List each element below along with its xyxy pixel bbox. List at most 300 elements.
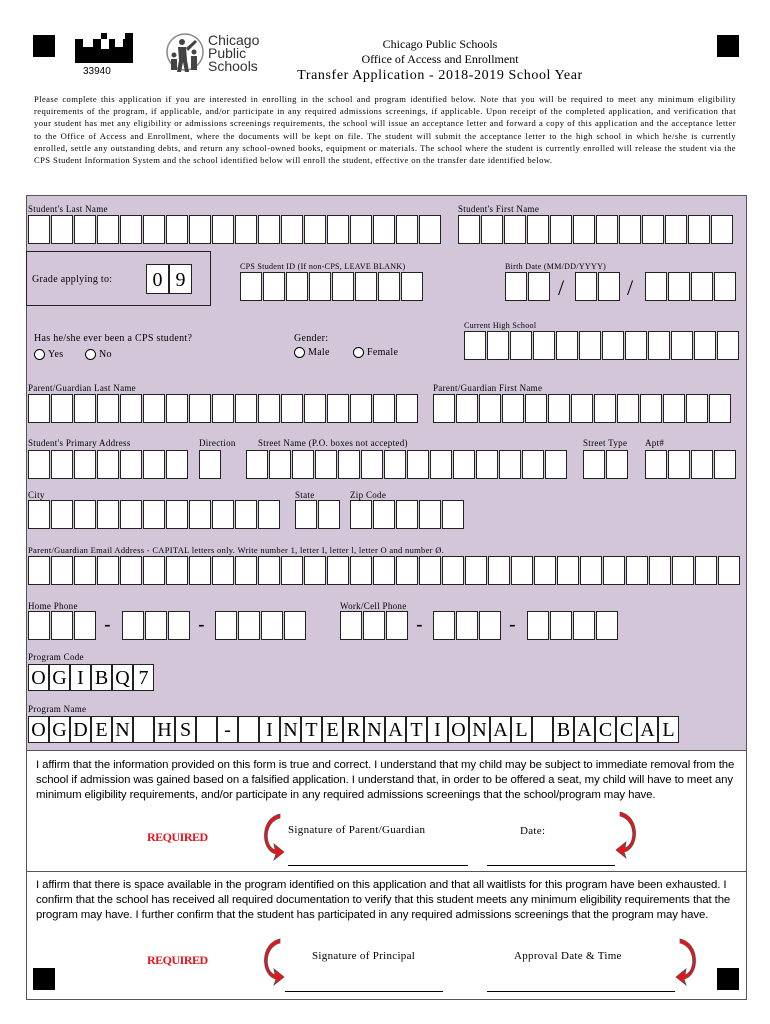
- zip-input[interactable]: [350, 500, 465, 529]
- no-label: No: [99, 349, 112, 360]
- program-character-cell: G: [49, 716, 70, 743]
- character-cell[interactable]: [695, 556, 717, 585]
- character-cell[interactable]: [51, 450, 73, 479]
- org-name: Chicago Public Schools: [382, 37, 498, 51]
- character-cell[interactable]: [671, 331, 693, 360]
- home-line-input[interactable]: [215, 611, 307, 640]
- character-cell[interactable]: [668, 450, 690, 479]
- program-code-input[interactable]: [28, 664, 154, 691]
- apt-label: Apt#: [645, 438, 665, 448]
- street-type-label: Street Type: [583, 438, 628, 448]
- character-cell[interactable]: [442, 556, 464, 585]
- character-cell[interactable]: [51, 215, 73, 244]
- character-cell[interactable]: [74, 611, 96, 640]
- character-cell[interactable]: [373, 215, 395, 244]
- program-character-cell: N: [469, 716, 490, 743]
- apt-input[interactable]: [645, 450, 737, 479]
- character-cell[interactable]: [304, 215, 326, 244]
- character-cell[interactable]: [315, 450, 337, 479]
- character-cell[interactable]: [235, 215, 257, 244]
- character-cell[interactable]: [281, 215, 303, 244]
- character-cell[interactable]: [396, 215, 418, 244]
- character-cell[interactable]: [166, 215, 188, 244]
- character-cell[interactable]: [51, 500, 73, 529]
- cell-line-input[interactable]: [527, 611, 619, 640]
- character-cell[interactable]: [143, 394, 165, 423]
- program-character-cell: T: [301, 716, 322, 743]
- home-prefix-input[interactable]: [122, 611, 191, 640]
- character-cell[interactable]: [373, 556, 395, 585]
- character-cell[interactable]: [663, 394, 685, 423]
- character-cell[interactable]: [594, 394, 616, 423]
- character-cell[interactable]: [691, 272, 713, 301]
- character-cell[interactable]: [583, 450, 605, 479]
- character-cell[interactable]: [709, 394, 731, 423]
- program-character-cell: H: [154, 716, 175, 743]
- character-cell[interactable]: [476, 450, 498, 479]
- registration-mark-top-right: [717, 35, 739, 57]
- character-cell[interactable]: [502, 394, 524, 423]
- program-character-cell: [238, 716, 259, 743]
- cps-no-option[interactable]: [85, 349, 112, 360]
- program-character-cell: N: [280, 716, 301, 743]
- character-cell[interactable]: [51, 394, 73, 423]
- radio-female[interactable]: [353, 347, 364, 358]
- program-character-cell: D: [70, 716, 91, 743]
- program-character-cell: -: [217, 716, 238, 743]
- character-cell[interactable]: [199, 450, 221, 479]
- cps-logo-icon: [165, 30, 205, 75]
- character-cell[interactable]: [433, 394, 455, 423]
- character-cell[interactable]: [212, 500, 234, 529]
- program-character-cell: Q: [112, 664, 133, 691]
- parent-signature-label: Signature of Parent/Guardian: [288, 824, 426, 836]
- cps-id-input[interactable]: [240, 272, 424, 301]
- character-cell[interactable]: [528, 272, 550, 301]
- character-cell[interactable]: [575, 272, 597, 301]
- character-cell[interactable]: [694, 331, 716, 360]
- character-cell[interactable]: [511, 556, 533, 585]
- program-character-cell: A: [490, 716, 511, 743]
- character-cell[interactable]: [688, 215, 710, 244]
- character-cell[interactable]: [525, 394, 547, 423]
- intro-paragraph: Please complete this application if you are interested in enrolling in the school and program identified below. Note that you will be required to meet any minimum eligibility requirements of the program, if applicable, and/or participate in any required admissions screenings, if applicable. Upon receipt of the completed application, and verification that your student has met any eligibility or admissions screenings requirements, the school will issue an acceptance letter and forward a copy of this application and the acceptance letter to the Office of Access and Enrollment, where the documents will be kept on file. The student will submit the acceptance letter to the high school in which he/she is currently enrolled, settle any outstanding debts, and return any school-owned books, equipment or materials. The school where the student is currently enrolled will release the student via the CPS Student Information System and the school identified below will enroll the student, effective on the transfer date identified below.: [34, 94, 736, 166]
- character-cell[interactable]: [258, 500, 280, 529]
- character-cell[interactable]: [304, 394, 326, 423]
- character-cell[interactable]: [533, 331, 555, 360]
- character-cell[interactable]: [396, 556, 418, 585]
- phone-dash: -: [104, 614, 111, 636]
- home-area-code-input[interactable]: [28, 611, 97, 640]
- character-cell[interactable]: [28, 394, 50, 423]
- character-cell[interactable]: [292, 450, 314, 479]
- character-cell[interactable]: [295, 500, 317, 529]
- parent-signature-line[interactable]: [288, 865, 468, 866]
- character-cell[interactable]: [527, 611, 549, 640]
- character-cell[interactable]: [645, 272, 667, 301]
- character-cell[interactable]: [487, 331, 509, 360]
- cell-area-code-input[interactable]: [340, 611, 409, 640]
- direction-label: Direction: [199, 438, 236, 448]
- character-cell[interactable]: [384, 450, 406, 479]
- character-cell[interactable]: [143, 450, 165, 479]
- character-cell[interactable]: [28, 500, 50, 529]
- character-cell[interactable]: [263, 272, 285, 301]
- student-last-name-label: Student's Last Name: [28, 204, 108, 214]
- city-label: City: [28, 490, 45, 500]
- character-cell[interactable]: [327, 556, 349, 585]
- character-cell[interactable]: [580, 556, 602, 585]
- character-cell[interactable]: [284, 611, 306, 640]
- character-cell[interactable]: [215, 611, 237, 640]
- street-type-input[interactable]: [583, 450, 629, 479]
- character-cell[interactable]: [522, 450, 544, 479]
- character-cell[interactable]: [602, 331, 624, 360]
- form-title: Transfer Application - 2018-2019 School Year: [297, 68, 583, 83]
- character-cell[interactable]: [258, 215, 280, 244]
- character-cell[interactable]: [74, 500, 96, 529]
- character-cell[interactable]: [714, 272, 736, 301]
- character-cell[interactable]: [235, 556, 257, 585]
- character-cell[interactable]: [396, 394, 418, 423]
- character-cell[interactable]: [281, 556, 303, 585]
- character-cell[interactable]: [327, 215, 349, 244]
- character-cell[interactable]: [240, 272, 262, 301]
- character-cell[interactable]: [246, 450, 268, 479]
- student-last-name-input[interactable]: [28, 215, 442, 244]
- zip-label: Zip Code: [350, 490, 387, 500]
- character-cell[interactable]: [97, 215, 119, 244]
- character-cell[interactable]: [458, 215, 480, 244]
- character-cell[interactable]: [168, 611, 190, 640]
- character-cell[interactable]: [97, 450, 119, 479]
- character-cell[interactable]: [235, 500, 257, 529]
- character-cell[interactable]: [396, 500, 418, 529]
- character-cell[interactable]: [665, 215, 687, 244]
- principal-required-label: REQUIRED: [147, 953, 208, 967]
- character-cell[interactable]: [442, 500, 464, 529]
- radio-no[interactable]: [85, 349, 96, 360]
- cps-before-label: Has he/she ever been a CPS student?: [34, 333, 193, 344]
- program-code-label: Program Code: [28, 652, 84, 662]
- character-cell[interactable]: [258, 556, 280, 585]
- character-cell[interactable]: [672, 556, 694, 585]
- character-cell[interactable]: [606, 450, 628, 479]
- character-cell[interactable]: [97, 556, 119, 585]
- principal-signature-line[interactable]: [285, 991, 443, 992]
- character-cell[interactable]: [74, 556, 96, 585]
- email-input[interactable]: [28, 556, 741, 585]
- character-cell[interactable]: [686, 394, 708, 423]
- character-cell[interactable]: [28, 556, 50, 585]
- program-character-cell: G: [49, 664, 70, 691]
- character-cell[interactable]: [617, 394, 639, 423]
- character-cell[interactable]: [97, 394, 119, 423]
- approval-date-label: Approval Date & Time: [514, 950, 622, 962]
- character-cell[interactable]: [350, 394, 372, 423]
- character-cell[interactable]: [166, 556, 188, 585]
- birth-year-input[interactable]: [645, 272, 737, 301]
- character-cell[interactable]: [258, 394, 280, 423]
- program-character-cell: I: [70, 664, 91, 691]
- character-cell[interactable]: [488, 556, 510, 585]
- character-cell[interactable]: [557, 556, 579, 585]
- character-cell[interactable]: [649, 556, 671, 585]
- character-cell[interactable]: [456, 394, 478, 423]
- character-cell[interactable]: [378, 272, 400, 301]
- character-cell[interactable]: [373, 500, 395, 529]
- character-cell[interactable]: [668, 272, 690, 301]
- character-cell[interactable]: [286, 272, 308, 301]
- character-cell[interactable]: [166, 500, 188, 529]
- program-character-cell: E: [322, 716, 343, 743]
- parent-required-label: REQUIRED: [147, 830, 208, 844]
- birth-day-input[interactable]: [575, 272, 621, 301]
- city-input[interactable]: [28, 500, 281, 529]
- birth-date-label: Birth Date (MM/DD/YYYY): [505, 262, 607, 271]
- character-cell[interactable]: [332, 272, 354, 301]
- character-cell[interactable]: [556, 331, 578, 360]
- program-character-cell: [532, 716, 553, 743]
- character-cell[interactable]: [464, 331, 486, 360]
- character-cell[interactable]: [598, 272, 620, 301]
- character-cell[interactable]: [145, 611, 167, 640]
- program-character-cell: L: [658, 716, 679, 743]
- program-character-cell: L: [511, 716, 532, 743]
- character-cell[interactable]: [166, 394, 188, 423]
- character-cell[interactable]: [711, 215, 733, 244]
- program-character-cell: 7: [133, 664, 154, 691]
- current-hs-input[interactable]: [464, 331, 740, 360]
- program-character-cell: [133, 716, 154, 743]
- character-cell[interactable]: [28, 450, 50, 479]
- character-cell[interactable]: [499, 450, 521, 479]
- character-cell[interactable]: [386, 611, 408, 640]
- cell-phone-label: Work/Cell Phone: [340, 601, 407, 611]
- character-cell[interactable]: [573, 611, 595, 640]
- cps-id-label: CPS Student ID (If non-CPS, LEAVE BLANK): [240, 262, 406, 271]
- character-cell[interactable]: [401, 272, 423, 301]
- character-cell[interactable]: [304, 556, 326, 585]
- character-cell[interactable]: [527, 215, 549, 244]
- character-cell[interactable]: [143, 215, 165, 244]
- student-first-name-label: Student's First Name: [458, 204, 540, 214]
- program-character-cell: N: [112, 716, 133, 743]
- character-cell[interactable]: [619, 215, 641, 244]
- principal-left-arrow-icon: [256, 935, 286, 987]
- program-character-cell: A: [574, 716, 595, 743]
- program-character-cell: A: [385, 716, 406, 743]
- character-cell[interactable]: [74, 450, 96, 479]
- character-cell[interactable]: [573, 215, 595, 244]
- character-cell[interactable]: [465, 556, 487, 585]
- gender-label: Gender:: [294, 333, 329, 344]
- character-cell[interactable]: [407, 450, 429, 479]
- program-name-label: Program Name: [28, 704, 87, 714]
- character-cell[interactable]: [626, 556, 648, 585]
- program-character-cell: O: [28, 716, 49, 743]
- character-cell[interactable]: [691, 450, 713, 479]
- program-character-cell: B: [91, 664, 112, 691]
- character-cell[interactable]: [281, 394, 303, 423]
- org-office: Office of Access and Enrollment: [361, 52, 519, 66]
- parent-right-arrow-icon: [614, 808, 644, 860]
- character-cell[interactable]: [430, 450, 452, 479]
- cell-prefix-input[interactable]: [433, 611, 502, 640]
- character-cell[interactable]: [453, 450, 475, 479]
- character-cell[interactable]: [714, 450, 736, 479]
- character-cell[interactable]: [74, 215, 96, 244]
- character-cell[interactable]: [642, 215, 664, 244]
- character-cell[interactable]: [361, 450, 383, 479]
- character-cell[interactable]: [340, 611, 362, 640]
- address-label: Student's Primary Address: [28, 438, 131, 448]
- character-cell[interactable]: [212, 394, 234, 423]
- character-cell[interactable]: [143, 556, 165, 585]
- home-phone-label: Home Phone: [28, 601, 78, 611]
- grade-label: Grade applying to:: [32, 274, 113, 285]
- phone-dash: -: [416, 614, 423, 636]
- street-name-input[interactable]: [246, 450, 568, 479]
- character-cell[interactable]: [456, 611, 478, 640]
- parent-last-name-label: Parent/Guardian Last Name: [28, 383, 136, 393]
- state-input[interactable]: [295, 500, 341, 529]
- character-cell[interactable]: [355, 272, 377, 301]
- character-cell[interactable]: [97, 500, 119, 529]
- program-character-cell: B: [553, 716, 574, 743]
- character-cell[interactable]: [235, 394, 257, 423]
- character-cell[interactable]: [510, 331, 532, 360]
- principal-signature-label: Signature of Principal: [312, 950, 416, 962]
- state-label: State: [295, 490, 315, 500]
- character-cell[interactable]: [51, 611, 73, 640]
- character-cell[interactable]: [238, 611, 260, 640]
- character-cell[interactable]: [189, 394, 211, 423]
- character-cell[interactable]: [419, 556, 441, 585]
- character-cell[interactable]: [363, 611, 385, 640]
- cps-logo-text: Chicago Public Schools: [208, 32, 260, 74]
- street-name-label: Street Name (P.O. boxes not accepted): [258, 438, 408, 448]
- program-character-cell: I: [427, 716, 448, 743]
- parent-affirmation-text: I affirm that the information provided on this form is true and correct. I understand that my child may be subject to immediate removal from the school if admission was gained based on a falsified application. I understand that, in order to be offered a seat, my child will have to meet any minimum eligibility requirements, and/or participate in any required admissions screenings that the school/program may have.: [36, 759, 735, 801]
- approval-date-line[interactable]: [487, 991, 675, 992]
- character-cell[interactable]: [120, 556, 142, 585]
- grade-input[interactable]: [146, 264, 192, 294]
- current-hs-label: Current High School: [464, 321, 537, 330]
- character-cell[interactable]: [479, 611, 501, 640]
- date-separator: /: [558, 275, 565, 300]
- character-cell[interactable]: [120, 215, 142, 244]
- character-cell[interactable]: [433, 611, 455, 640]
- character-cell[interactable]: [74, 394, 96, 423]
- program-character-cell: I: [259, 716, 280, 743]
- character-cell[interactable]: [534, 556, 556, 585]
- character-cell[interactable]: [579, 331, 601, 360]
- character-cell[interactable]: [717, 331, 739, 360]
- character-cell[interactable]: [166, 450, 188, 479]
- gender-female-option[interactable]: [353, 347, 398, 358]
- character-cell[interactable]: [479, 394, 501, 423]
- radio-yes[interactable]: [34, 349, 45, 360]
- gender-male-option[interactable]: [294, 347, 330, 358]
- student-first-name-input[interactable]: [458, 215, 734, 244]
- character-cell[interactable]: [269, 450, 291, 479]
- character-cell[interactable]: [120, 450, 142, 479]
- female-label: Female: [367, 347, 399, 358]
- parent-first-name-input[interactable]: [433, 394, 732, 423]
- birth-month-input[interactable]: [505, 272, 551, 301]
- character-cell[interactable]: [504, 215, 526, 244]
- character-cell[interactable]: [189, 215, 211, 244]
- character-cell[interactable]: [51, 556, 73, 585]
- character-cell[interactable]: [309, 272, 331, 301]
- character-cell[interactable]: [548, 394, 570, 423]
- character-cell[interactable]: [120, 500, 142, 529]
- character-cell[interactable]: [350, 500, 372, 529]
- character-cell[interactable]: [212, 215, 234, 244]
- character-cell[interactable]: [373, 394, 395, 423]
- character-cell[interactable]: [596, 611, 618, 640]
- character-cell[interactable]: [28, 611, 50, 640]
- character-cell[interactable]: [350, 215, 372, 244]
- grade-digit: 9: [169, 264, 192, 294]
- email-label: Parent/Guardian Email Address - CAPITAL letters only. Write number 1, letter I, letter l, letter O and number Ø.: [28, 545, 445, 555]
- parent-date-line[interactable]: [487, 865, 615, 866]
- character-cell[interactable]: [189, 556, 211, 585]
- character-cell[interactable]: [338, 450, 360, 479]
- program-name-input[interactable]: [28, 716, 679, 743]
- character-cell[interactable]: [603, 556, 625, 585]
- character-cell[interactable]: [122, 611, 144, 640]
- character-cell[interactable]: [419, 215, 441, 244]
- character-cell[interactable]: [481, 215, 503, 244]
- character-cell[interactable]: [645, 450, 667, 479]
- character-cell[interactable]: [640, 394, 662, 423]
- character-cell[interactable]: [327, 394, 349, 423]
- character-cell[interactable]: [143, 500, 165, 529]
- character-cell[interactable]: [350, 556, 372, 585]
- character-cell[interactable]: [318, 500, 340, 529]
- character-cell[interactable]: [596, 215, 618, 244]
- program-character-cell: R: [343, 716, 364, 743]
- character-cell[interactable]: [212, 556, 234, 585]
- street-number-input[interactable]: [28, 450, 189, 479]
- character-cell[interactable]: [718, 556, 740, 585]
- character-cell[interactable]: [550, 215, 572, 244]
- character-cell[interactable]: [419, 500, 441, 529]
- character-cell[interactable]: [120, 394, 142, 423]
- form-barcode-icon: [75, 33, 133, 63]
- character-cell[interactable]: [571, 394, 593, 423]
- program-character-cell: N: [364, 716, 385, 743]
- form-number: 33940: [83, 66, 111, 77]
- character-cell[interactable]: [648, 331, 670, 360]
- character-cell[interactable]: [28, 215, 50, 244]
- character-cell[interactable]: [625, 331, 647, 360]
- character-cell[interactable]: [545, 450, 567, 479]
- principal-affirmation-text: I affirm that there is space available in the program identified on this application and that all waitlists for this program have been exhausted. I confirm that the school has received all required documentation to verify that this student meets any minimum eligibility requirements that the program may have. I further confirm that the student has participated in any required admissions screenings that the program may have.: [36, 879, 731, 921]
- radio-male[interactable]: [294, 347, 305, 358]
- parent-last-name-input[interactable]: [28, 394, 419, 423]
- character-cell[interactable]: [261, 611, 283, 640]
- program-character-cell: O: [448, 716, 469, 743]
- direction-input[interactable]: [199, 450, 222, 479]
- cps-yes-option[interactable]: [34, 349, 63, 360]
- character-cell[interactable]: [189, 500, 211, 529]
- character-cell[interactable]: [550, 611, 572, 640]
- program-character-cell: E: [91, 716, 112, 743]
- character-cell[interactable]: [505, 272, 527, 301]
